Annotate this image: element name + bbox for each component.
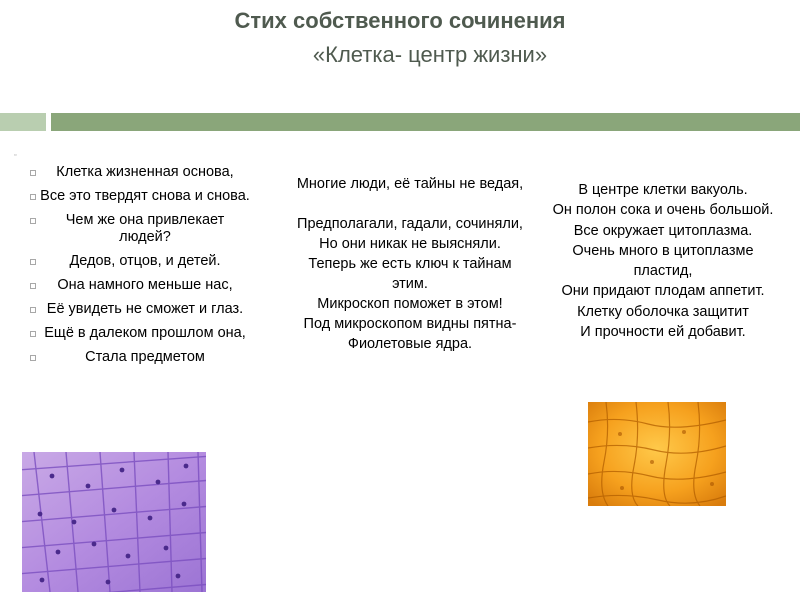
poem-line: Под микроскопом видны пятна-	[303, 316, 517, 332]
poem-line: Все окружает цитоплазма.	[573, 222, 753, 239]
poem-line: Дедов, отцов, и детей.	[14, 253, 264, 270]
poem-line: В центре клетки вакуоль.	[578, 182, 748, 198]
orange-cells-image	[588, 402, 726, 506]
divider-bar-light	[0, 113, 46, 131]
slide-subtitle: «Клетка- центр жизни»	[312, 42, 548, 67]
onion-cells-image	[22, 452, 206, 592]
poem-line: И прочности ей добавит.	[580, 324, 746, 341]
poem-line: Фиолетовые ядра.	[347, 336, 473, 352]
poem-column-1	[14, 164, 264, 456]
poem-column-2	[290, 174, 530, 354]
poem-line: Её увидеть не сможет и глаз.	[14, 301, 264, 318]
poem-line: Теперь же есть ключ к тайнам этим.	[308, 256, 512, 292]
poem-line: Стала предметом	[14, 349, 264, 366]
stanza-gap	[290, 194, 530, 214]
poem-line: Микроскоп поможет в этом!	[317, 296, 503, 312]
slide-title: Стих собственного сочинения	[234, 8, 566, 33]
divider-bar-dark	[51, 113, 800, 131]
poem-line: Они придают плодам аппетит.	[561, 283, 765, 300]
poem-line: Чем же она привлекает людей?	[14, 212, 264, 246]
poem-line: Он полон сока и очень большой.	[552, 202, 774, 219]
poem-line: Клетку оболочка защитит	[577, 303, 749, 320]
poem-line: Но они никак не выясняли.	[319, 236, 501, 252]
bullet-marker: ▫	[14, 152, 17, 159]
poem-line: Клетка жизненная основа,	[14, 164, 264, 181]
poem-line: Все это твердят снова и снова.	[14, 188, 264, 205]
poem-line: Она намного меньше нас,	[14, 277, 264, 294]
poem-line: Ещё в далеком прошлом она,	[14, 325, 264, 342]
poem-line: Очень много в цитоплазме пластид,	[572, 242, 754, 280]
poem-column-3	[548, 180, 778, 342]
poem-line: Предполагали, гадали, сочиняли,	[297, 216, 523, 232]
poem-line: Многие люди, её тайны не ведая,	[296, 176, 524, 192]
